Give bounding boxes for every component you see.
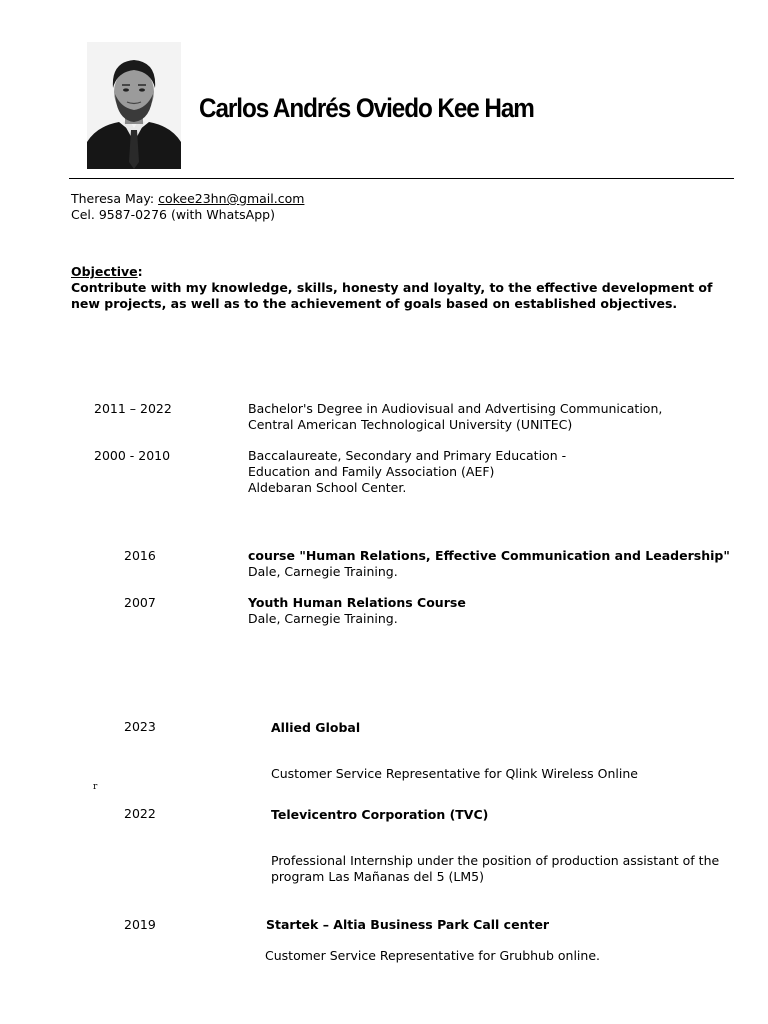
experience-role: Professional Internship under the position of production assistant of the — [271, 853, 720, 868]
experience-year: 2022 — [124, 806, 156, 821]
education-detail: Bachelor's Degree in Audiovisual and Advertising Communication, — [248, 401, 663, 416]
experience-company: Allied Global — [271, 720, 361, 735]
course-year: 2016 — [124, 548, 156, 563]
stray-mark: r — [93, 782, 98, 792]
course-title: Youth Human Relations Course — [248, 595, 466, 610]
education-detail: Aldebaran School Center. — [248, 480, 407, 495]
experience-year: 2019 — [124, 917, 156, 932]
experience-role: Customer Service Representative for Qlink Wireless Online — [271, 766, 638, 781]
education-years: 2011 – 2022 — [94, 401, 172, 416]
education-detail: Education and Family Association (AEF) — [248, 464, 495, 479]
objective-text-line2: new projects, as well as to the achievement of goals based on established objectives. — [71, 296, 678, 311]
profile-photo — [87, 42, 181, 169]
experience-year: 2023 — [124, 719, 156, 734]
education-years: 2000 - 2010 — [94, 448, 171, 463]
email-link[interactable]: cokee23hn@gmail.com — [158, 191, 305, 206]
header-divider — [69, 178, 734, 179]
candidate-name: Carlos Andrés Oviedo Kee Ham — [199, 93, 534, 123]
objective-heading-line: Objective: — [71, 264, 143, 279]
objective-text-line1: Contribute with my knowledge, skills, honesty and loyalty, to the effective development of — [71, 280, 713, 295]
experience-role: Customer Service Representative for Grubhub online. — [265, 948, 600, 963]
course-provider: Dale, Carnegie Training. — [248, 611, 398, 626]
experience-company: Televicentro Corporation (TVC) — [271, 807, 489, 822]
objective-heading: Objective — [71, 264, 138, 279]
contact-email-line — [71, 191, 304, 207]
contact-phone: Cel. 9587-0276 (with WhatsApp) — [71, 207, 275, 222]
course-title: course "Human Relations, Effective Communication and Leadership" — [248, 548, 730, 563]
education-detail: Baccalaureate, Secondary and Primary Education - — [248, 448, 567, 463]
experience-role: program Las Mañanas del 5 (LM5) — [271, 869, 484, 884]
contact-email-label: Theresa May: — [71, 191, 159, 206]
course-provider: Dale, Carnegie Training. — [248, 564, 398, 579]
course-year: 2007 — [124, 595, 156, 610]
experience-company: Startek – Altia Business Park Call center — [266, 917, 550, 932]
education-detail: Central American Technological University (UNITEC) — [248, 417, 573, 432]
